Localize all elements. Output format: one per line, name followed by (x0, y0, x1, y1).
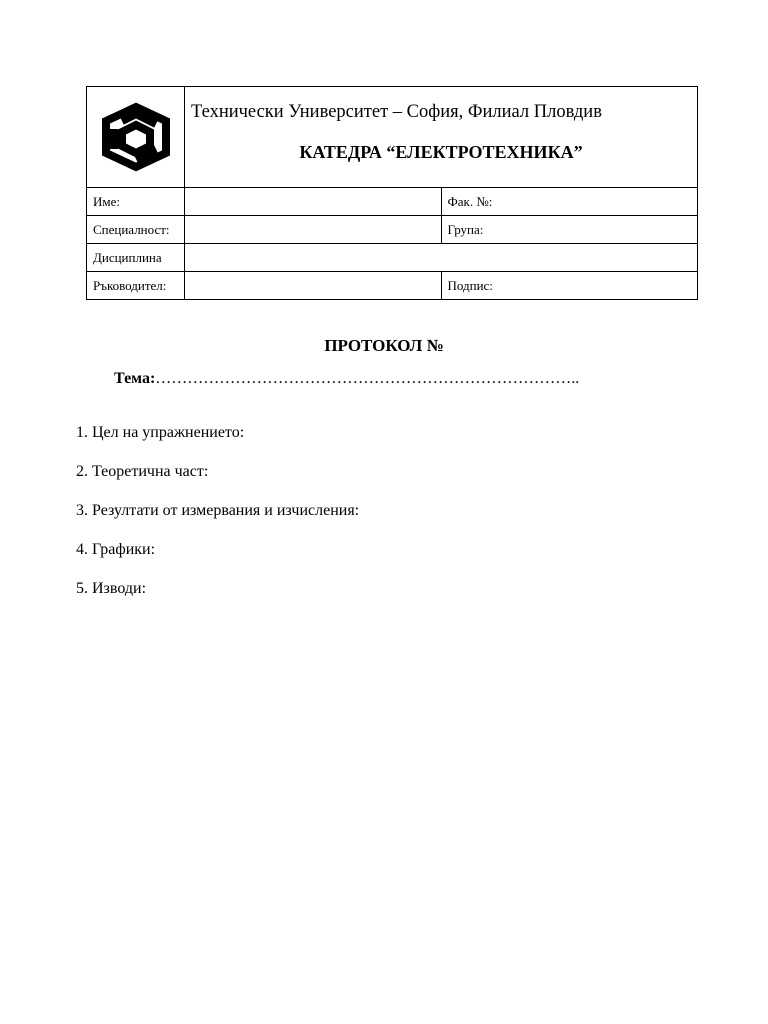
name-field[interactable] (185, 188, 442, 216)
specialty-row (87, 216, 698, 244)
discipline-field[interactable] (185, 244, 698, 272)
supervisor-field[interactable] (185, 272, 442, 300)
logo-cell (87, 87, 185, 188)
protocol-title: ПРОТОКОЛ № (324, 336, 444, 355)
university-cell (185, 87, 698, 188)
header-table (86, 86, 698, 300)
section-goal: 1. Цел на упражнението: (76, 424, 245, 441)
name-row (87, 188, 698, 216)
topic-line (114, 370, 579, 388)
section-theory: 2. Теоретична част: (76, 463, 209, 480)
group-label: Група: (447, 221, 484, 237)
university-name: Технически Университет – София, Филиал Пловдив (191, 102, 602, 122)
discipline-row (87, 244, 698, 272)
fac-no-label: Фак. №: (447, 193, 493, 209)
fac-no-field[interactable] (441, 188, 698, 216)
tu-sofia-logo-icon (98, 101, 174, 173)
discipline-label: Дисциплина (87, 244, 185, 272)
supervisor-row (87, 272, 698, 300)
section-conclusions: 5. Изводи: (76, 580, 147, 597)
supervisor-label: Ръководител: (87, 272, 185, 300)
topic-placeholder[interactable]: …………………………………………………………………….. (155, 370, 580, 387)
signature-field[interactable] (441, 272, 698, 300)
signature-label: Подпис: (447, 277, 493, 293)
name-label: Име: (87, 188, 185, 216)
specialty-field[interactable] (185, 216, 442, 244)
topic-label: Тема: (114, 370, 156, 387)
specialty-label: Специалност: (87, 216, 185, 244)
department-name: КАТЕДРА “ЕЛЕКТРОТЕХНИКА” (299, 142, 583, 162)
section-results: 3. Резултати от измервания и изчисления: (76, 502, 360, 519)
group-field[interactable] (441, 216, 698, 244)
section-graphs: 4. Графики: (76, 541, 156, 558)
